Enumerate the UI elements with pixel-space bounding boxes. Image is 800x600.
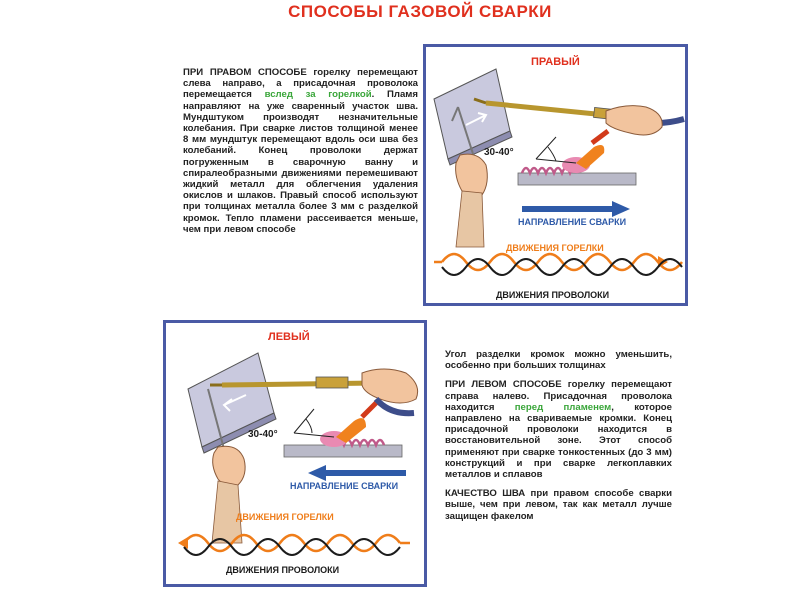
right-method-illustration xyxy=(426,47,685,303)
left-wire-motion-label: ДВИЖЕНИЯ ПРОВОЛОКИ xyxy=(226,565,340,575)
right-text-part1: ПРИ ПРАВОМ СПОСОБЕ горелку перемещают слева направо, а присадочная проволока перемещается xyxy=(183,67,418,101)
plate xyxy=(434,69,510,159)
torch-body xyxy=(222,383,376,385)
right-direction-label: НАПРАВЛЕНИЕ СВАРКИ xyxy=(518,217,627,227)
left-highlight: перед пламенем xyxy=(514,401,612,413)
right-panel-label: ПРАВЫЙ xyxy=(531,56,580,68)
hand-torch xyxy=(606,106,662,135)
page-title: СПОСОБЫ ГАЗОВОЙ СВАРКИ xyxy=(288,2,552,21)
left-intro: Угол разделки кромок можно уменьшить, особенно при больших толщинах xyxy=(445,349,672,372)
hand-torch xyxy=(362,369,418,403)
left-text-part2: , которое направлено на свариваемые кромки. Конец присадочной проволоки находится в восстановительной зоне. Этот способ применяют при сварке тонкостенных (до 3 мм) конструкций и при сварке легкоплавких металлов и сплавов xyxy=(445,401,672,481)
left-angle-label: 30-40° xyxy=(248,429,278,440)
right-highlight: вслед за горелкой xyxy=(264,89,372,101)
right-method-panel xyxy=(423,44,688,306)
right-angle-label: 30-40° xyxy=(484,147,514,158)
flame xyxy=(576,145,604,169)
left-panel-label: ЛЕВЫЙ xyxy=(268,331,310,343)
hand-wire xyxy=(213,446,245,485)
right-method-text xyxy=(183,67,418,243)
left-text-part1: ПРИ ЛЕВОМ СПОСОБЕ горелку перемещают справа налево. Присадочная проволока находится xyxy=(445,379,672,413)
left-torch-motion-label: ДВИЖЕНИЯ ГОРЕЛКИ xyxy=(236,512,334,522)
right-wire-motion-label: ДВИЖЕНИЯ ПРОВОЛОКИ xyxy=(496,290,610,300)
left-method-illustration xyxy=(166,323,424,584)
right-torch-motion-label: ДВИЖЕНИЯ ГОРЕЛКИ xyxy=(506,243,604,253)
flame xyxy=(336,418,366,443)
left-method-text xyxy=(445,349,672,530)
right-text-part2: . Пламя направляют на уже сваренный участок шва. Мундштуком производят незначительные колебания. При сварке листов толщиной менее 8 мм мундштук перемещают вдоль оси шва без колебаний. Конец проволоки держат погруженным в сварочную ванну и спиралеобразными движениями перемешивают жидкий металл для облегчения удаления окислов и шлаков. Правый способ используют при толщинах металла более 3 мм с разделкой кромок. Тепло пламени рассеивается меньше, чем при левом способе xyxy=(183,89,418,235)
left-method-panel xyxy=(163,320,427,587)
quality-note: КАЧЕСТВО ШВА при правом способе сварки выше, чем при левом, так как металл лучше защищен факелом xyxy=(445,488,672,522)
left-direction-label: НАПРАВЛЕНИЕ СВАРКИ xyxy=(290,481,399,491)
hand-wire xyxy=(456,154,488,195)
